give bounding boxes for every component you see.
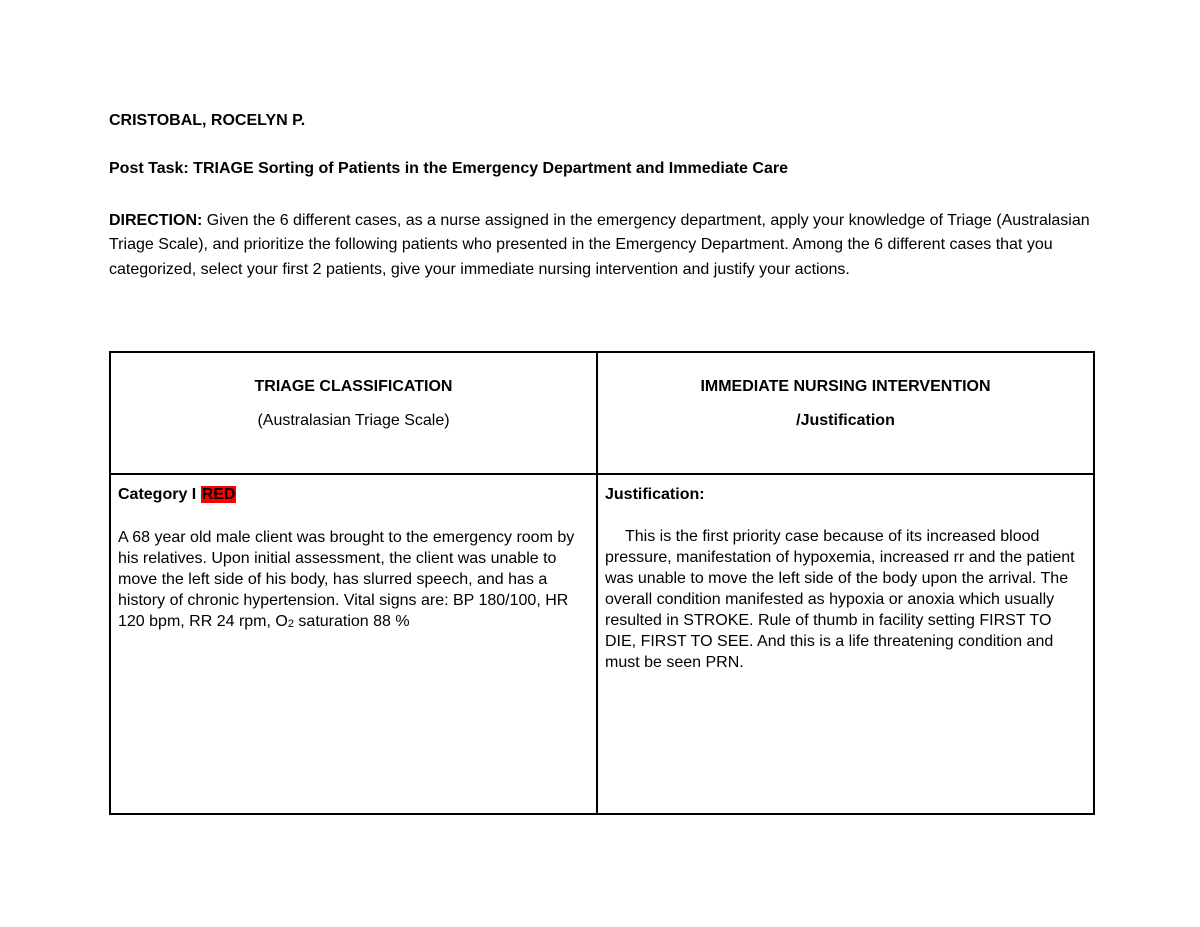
- direction-label: DIRECTION:: [109, 212, 203, 229]
- task-title: Post Task: TRIAGE Sorting of Patients in the Emergency Department and Immediate Care: [109, 160, 788, 177]
- case-text-subscript: 2: [287, 618, 294, 630]
- column-title-nursing-intervention: IMMEDIATE NURSING INTERVENTION: [700, 378, 991, 395]
- table-header-row: [110, 352, 1094, 474]
- student-name: CRISTOBAL, ROCELYN P.: [109, 112, 306, 129]
- header-cell-triage-classification: [110, 352, 597, 474]
- category-text: Category I: [118, 486, 201, 503]
- category-red-badge: RED: [201, 486, 236, 503]
- column-subtitle-triage-scale: (Australasian Triage Scale): [257, 412, 450, 429]
- case-description: [118, 527, 589, 634]
- header-cell-nursing-intervention: [597, 352, 1094, 474]
- justification-label: Justification:: [605, 486, 705, 503]
- case-text-main: A 68 year old male client was brought to the emergency room by his relatives. Upon initial assessment, the client was unable to move the left side of his body, has slurred speech, and has a history of chronic hypertension. Vital signs are: BP 180/100, HR 120 bpm, RR 24 rpm, O: [118, 529, 575, 630]
- table-row: [110, 474, 1094, 814]
- justification-text: This is the first priority case because of its increased blood pressure, manifestation of hypoxemia, increased rr and the patient was unable to move the left side of the body upon the arrival. The overall condition manifested as hypoxia or anoxia which usually resulted in STROKE. Rule of thumb in facility setting FIRST TO DIE, FIRST TO SEE. And this is a life threatening condition and must be seen PRN.: [605, 528, 1075, 671]
- column-subtitle-justification: /Justification: [796, 412, 895, 429]
- column-title-triage-classification: TRIAGE CLASSIFICATION: [254, 378, 453, 395]
- case-text-end: saturation 88 %: [293, 613, 410, 630]
- direction-text: Given the 6 different cases, as a nurse assigned in the emergency department, apply your knowledge of Triage (Australasian Triage Scale), and prioritize the following patients who presented in the Emergency Department. Among the 6 different cases that you categorized, select your first 2 patients, give your immediate nursing intervention and justify your actions.: [109, 212, 1090, 278]
- case-cell: [110, 474, 597, 814]
- triage-table: [109, 351, 1095, 815]
- category-label: [118, 485, 589, 505]
- justification-cell: [597, 474, 1094, 814]
- direction-paragraph: [109, 209, 1099, 282]
